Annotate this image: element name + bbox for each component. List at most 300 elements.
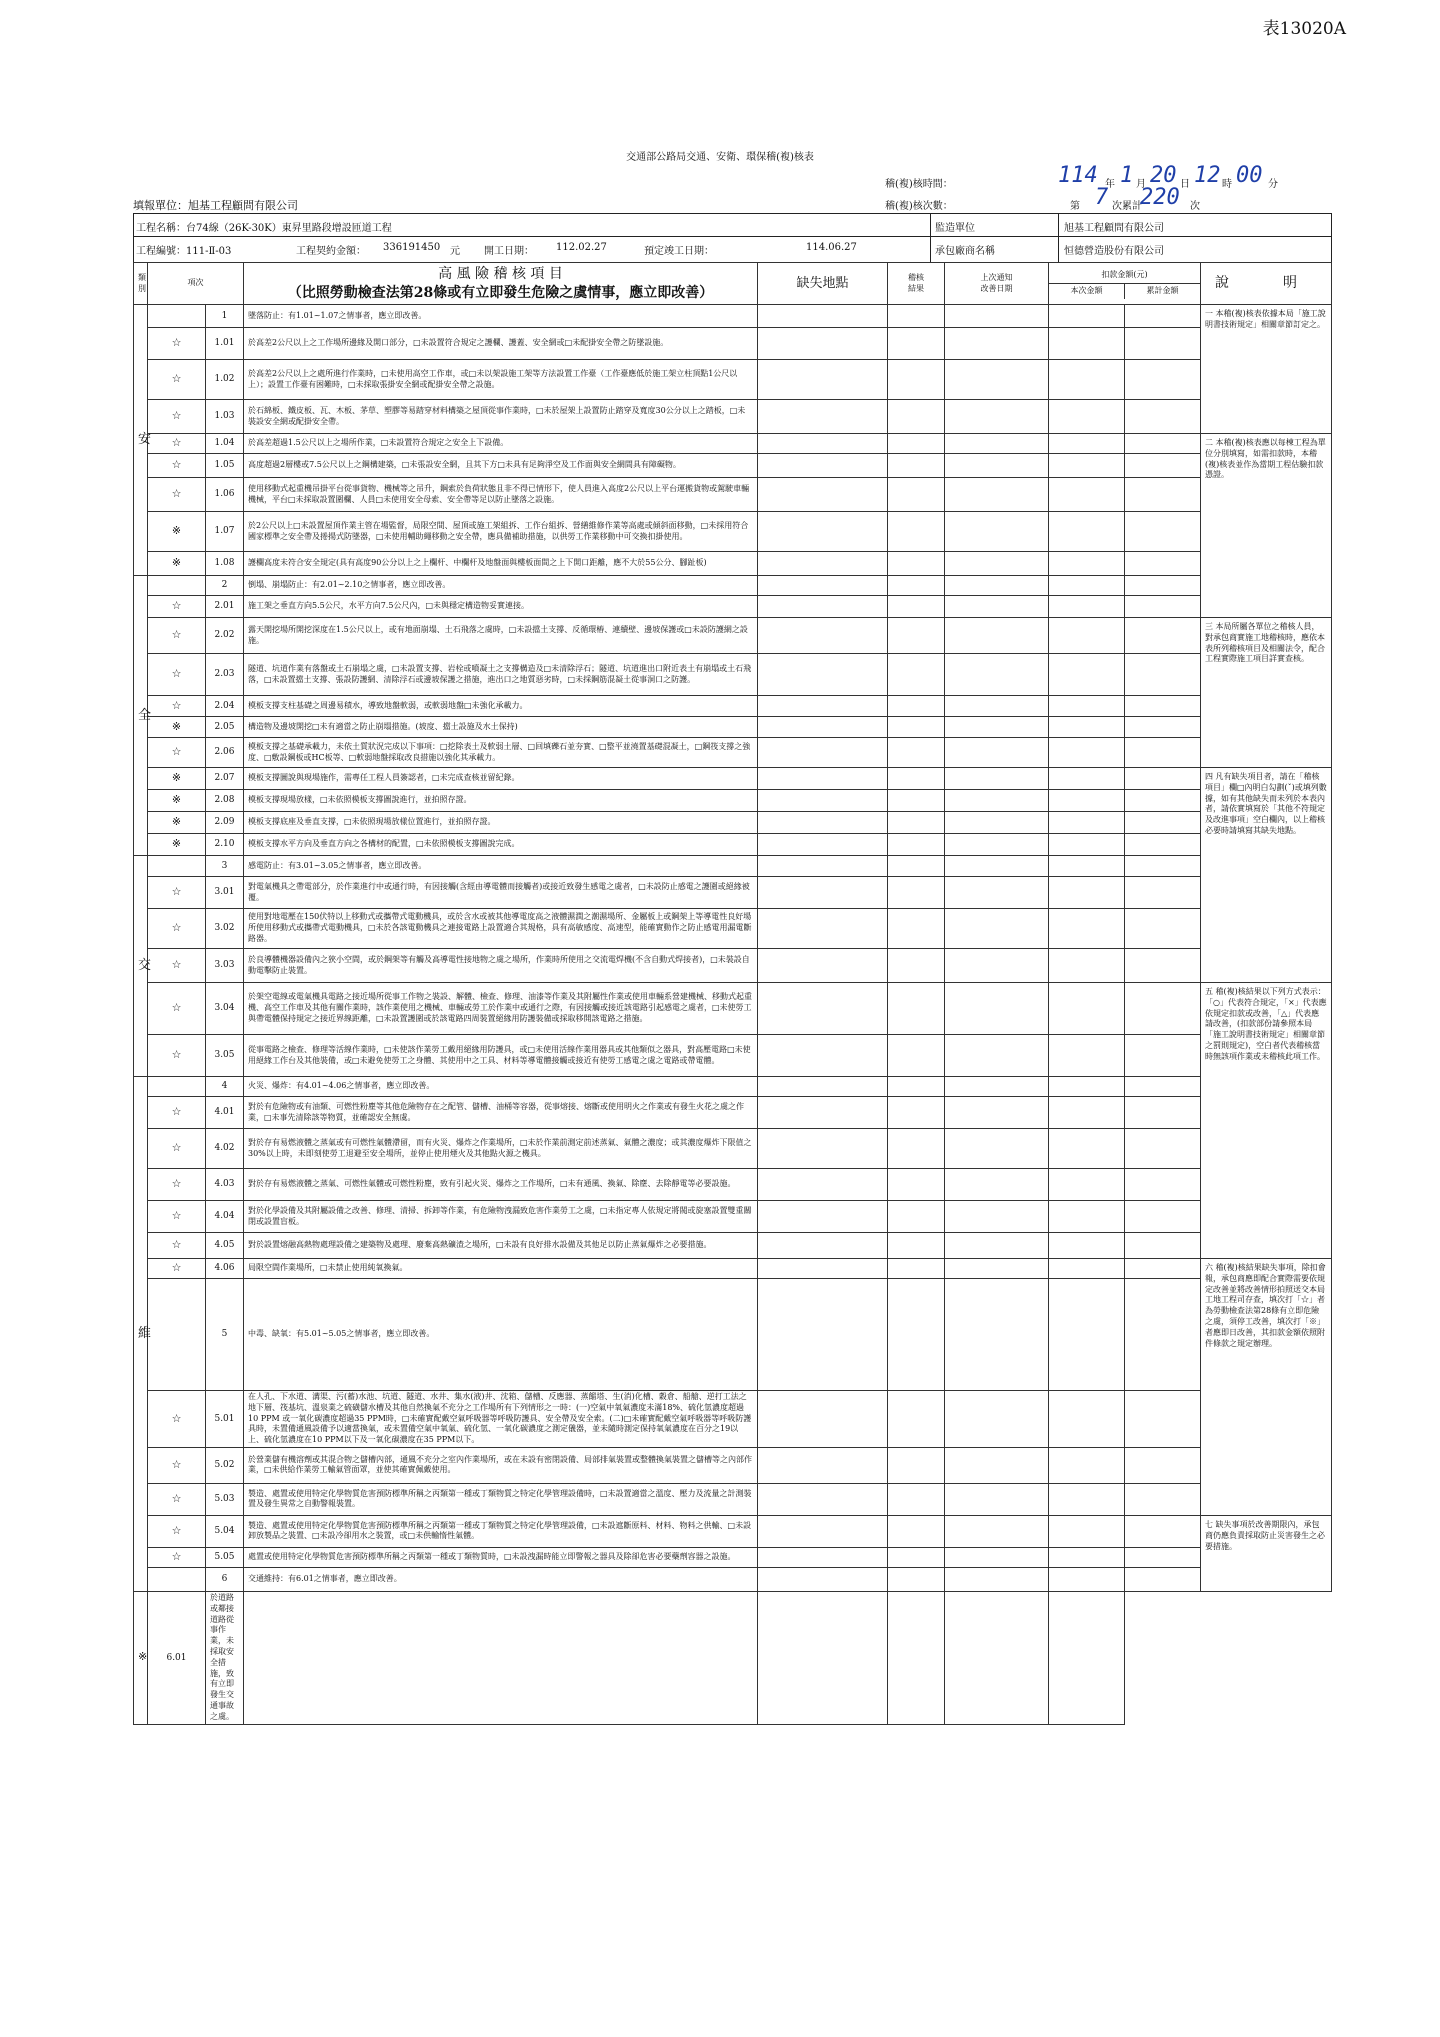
check-result-cell[interactable] (888, 1077, 945, 1097)
item-text: 施工架之垂直方向5.5公尺，水平方向7.5公尺內，□未與穩定構造物妥實連接。 (244, 596, 758, 618)
deduction-this-cell[interactable] (1049, 717, 1125, 738)
col-deduction (1049, 263, 1201, 305)
item-number: 4.05 (206, 1233, 244, 1259)
deduction-total-cell[interactable] (1125, 790, 1201, 812)
last-notice-cell[interactable] (945, 949, 1049, 983)
severity-mark (148, 1279, 206, 1391)
check-result-cell[interactable] (888, 454, 945, 478)
missing-location-cell[interactable] (758, 1567, 888, 1591)
missing-location-cell[interactable] (758, 512, 888, 552)
check-result-cell[interactable] (888, 596, 945, 618)
table-row (134, 1483, 1332, 1515)
missing-location-cell[interactable] (758, 812, 888, 834)
inspection-year: 114 (1058, 163, 1098, 188)
missing-location-cell[interactable] (758, 1233, 888, 1259)
severity-mark: ☆ (148, 1035, 206, 1077)
deduction-total-cell[interactable] (1125, 400, 1201, 434)
deduction-this-cell[interactable] (1049, 434, 1125, 454)
deduction-total-cell[interactable] (1125, 812, 1201, 834)
check-result-cell[interactable] (888, 1515, 945, 1547)
last-notice-cell[interactable] (945, 512, 1049, 552)
table-row (134, 1129, 1332, 1169)
last-notice-cell[interactable] (945, 1483, 1049, 1515)
deduction-total-cell[interactable] (1125, 717, 1201, 738)
severity-mark: ☆ (148, 1259, 206, 1279)
last-notice-cell[interactable] (945, 454, 1049, 478)
deduction-this-cell[interactable] (945, 1591, 1049, 1724)
item-text: 使用移動式起重機吊掛平台從事貨物、機械等之吊升，鋼索於負荷狀態且非不得已情形下，使人員進入高度2公尺以上平台運搬貨物或駕駛車輛機械，平台□未採取設置圍欄、人員□未使用安全母索、安全帶等足以防止墜落之設施。 (244, 478, 758, 512)
deduction-this-cell[interactable] (1049, 1129, 1125, 1169)
last-notice-cell[interactable] (945, 768, 1049, 790)
deduction-total-cell[interactable] (1125, 768, 1201, 790)
missing-location-cell[interactable] (758, 1515, 888, 1547)
item-text: 護欄高度未符合安全規定(具有高度90公分以上之上欄杆、中欄杆及地盤面與樓板面間之上下開口距離，應不大於55公分、腳趾板) (244, 552, 758, 576)
item-number: 1.08 (206, 552, 244, 576)
missing-location-cell[interactable] (758, 478, 888, 512)
check-result-cell[interactable] (888, 1201, 945, 1233)
severity-mark (148, 305, 206, 328)
deduction-total-cell[interactable] (1125, 596, 1201, 618)
check-result-cell[interactable] (888, 1483, 945, 1515)
check-result-cell[interactable] (888, 1279, 945, 1391)
check-result-cell[interactable] (888, 512, 945, 552)
col-check-result (888, 263, 945, 305)
missing-location-cell[interactable] (758, 1035, 888, 1077)
deduction-total-cell[interactable] (1125, 478, 1201, 512)
month-unit: 月 (1136, 179, 1146, 190)
deduction-this-cell[interactable] (1049, 909, 1125, 949)
deduction-total-cell[interactable] (1125, 360, 1201, 400)
deduction-total-cell[interactable] (1125, 1169, 1201, 1201)
deduction-this: 本次金額 (1049, 284, 1125, 299)
missing-location-cell[interactable] (758, 360, 888, 400)
missing-location-cell[interactable] (758, 983, 888, 1035)
last-notice-cell[interactable] (888, 1591, 945, 1724)
last-notice-cell[interactable] (945, 1233, 1049, 1259)
last-notice-cell[interactable] (945, 1129, 1049, 1169)
day-unit: 日 (1180, 179, 1190, 190)
supervisor-label: 監造單位 (935, 223, 975, 234)
missing-location-cell[interactable] (758, 454, 888, 478)
severity-mark: ☆ (148, 1483, 206, 1515)
last-notice-cell[interactable] (945, 877, 1049, 909)
remarks-cell (1201, 618, 1332, 768)
deduction-this-cell[interactable] (1049, 454, 1125, 478)
deduction-this-cell[interactable] (1049, 1483, 1125, 1515)
missing-location-cell[interactable] (758, 305, 888, 328)
deduction-total-cell[interactable] (1125, 552, 1201, 576)
deduction-this-cell[interactable] (1049, 1169, 1125, 1201)
missing-location-cell[interactable] (758, 1077, 888, 1097)
count-unit: 次 (1190, 201, 1200, 212)
check-result-cell[interactable] (888, 654, 945, 696)
last-notice-cell[interactable] (945, 1567, 1049, 1591)
last-notice-cell[interactable] (945, 717, 1049, 738)
severity-mark: ☆ (148, 1169, 206, 1201)
severity-mark (148, 1567, 206, 1591)
missing-location-cell[interactable] (758, 1391, 888, 1448)
item-text: 使用對地電壓在150伏特以上移動式或攜帶式電動機具，或於含水或被其他導電度高之液體濕潤之潮濕場所、金屬板上或鋼架上等導電性良好場所使用移動式或攜帶式電動機具，□未於各該電動機具之連接電路上設置適合其規格，具有高敏感度、高速型，能確實動作之防止感電用漏電斷路器。 (244, 909, 758, 949)
deduction-total-cell[interactable] (1125, 1129, 1201, 1169)
missing-location-cell[interactable] (758, 1201, 888, 1233)
check-result-cell[interactable] (888, 1547, 945, 1567)
severity-mark: ☆ (148, 983, 206, 1035)
deduction-total-cell[interactable] (1125, 1567, 1201, 1591)
deduction-total-cell[interactable] (1125, 1391, 1201, 1448)
deduction-total-cell[interactable] (1125, 454, 1201, 478)
table-row (134, 696, 1332, 717)
item-text: 交通維持：有6.01之情事者，應立即改善。 (244, 1567, 758, 1591)
deduction-this-cell[interactable] (1049, 696, 1125, 717)
missing-location-cell[interactable] (758, 434, 888, 454)
category-cell: 交 (134, 856, 148, 1077)
missing-location-cell[interactable] (758, 328, 888, 360)
deduction-total-cell[interactable] (1125, 576, 1201, 596)
deduction-this-cell[interactable] (1049, 1097, 1125, 1129)
deduction-total-cell[interactable] (1125, 1077, 1201, 1097)
item-number: 5.04 (206, 1515, 244, 1547)
last-notice-cell[interactable] (945, 1259, 1049, 1279)
check-result-cell[interactable] (888, 305, 945, 328)
inspection-hour: 12 (1194, 163, 1221, 188)
item-text: 感電防止：有3.01~3.05之情事者，應立即改善。 (244, 856, 758, 877)
check-result-cell[interactable] (888, 1129, 945, 1169)
last-notice-cell[interactable] (945, 654, 1049, 696)
remark-note: 一 本稽(複)核表依據本局「施工說明書技術規定」相關章節訂定之。 (1205, 309, 1326, 329)
deduction-total-cell[interactable] (1125, 305, 1201, 328)
deduction-total-cell[interactable] (1125, 1447, 1201, 1483)
check-result-cell[interactable] (888, 834, 945, 856)
missing-location-cell[interactable] (758, 717, 888, 738)
last-notice-cell[interactable] (945, 1547, 1049, 1567)
item-number: 4.03 (206, 1169, 244, 1201)
deduction-total-cell[interactable] (1125, 834, 1201, 856)
last-notice-cell[interactable] (945, 856, 1049, 877)
deduction-total-cell[interactable] (1125, 1233, 1201, 1259)
missing-location-cell[interactable] (758, 1547, 888, 1567)
missing-location-cell[interactable] (758, 654, 888, 696)
deduction-total-cell[interactable] (1125, 1279, 1201, 1391)
deduction-this-cell[interactable] (1049, 360, 1125, 400)
last-notice-cell[interactable] (945, 1097, 1049, 1129)
col-item: 項次 (148, 263, 244, 305)
table-row (134, 512, 1332, 552)
check-result-cell[interactable] (888, 1391, 945, 1448)
last-notice-cell[interactable] (945, 596, 1049, 618)
deduction-total-cell[interactable] (1125, 877, 1201, 909)
deduction-total-cell[interactable] (1125, 949, 1201, 983)
item-text: 於高差超過1.5公尺以上之場所作業，□未設置符合規定之安全上下設備。 (244, 434, 758, 454)
check-result-cell[interactable] (888, 717, 945, 738)
deduction-total-cell[interactable] (1125, 983, 1201, 1035)
last-notice-cell[interactable] (945, 618, 1049, 654)
deduction-total-cell[interactable] (1125, 856, 1201, 877)
remarks-cell (1201, 434, 1332, 618)
item-number: 1.01 (206, 328, 244, 360)
severity-mark: ☆ (148, 478, 206, 512)
table-row (134, 738, 1332, 768)
check-result-cell[interactable] (888, 360, 945, 400)
last-notice-cell[interactable] (945, 1391, 1049, 1448)
check-result-cell[interactable] (888, 400, 945, 434)
table-row (134, 1097, 1332, 1129)
item-number: 2.02 (206, 618, 244, 654)
deduction-this-cell[interactable] (1049, 949, 1125, 983)
table-row (134, 909, 1332, 949)
missing-location-cell[interactable] (758, 552, 888, 576)
severity-mark: ☆ (148, 1233, 206, 1259)
last-notice-cell[interactable] (945, 328, 1049, 360)
form-number: 表13020A (1262, 19, 1346, 39)
item-text: 於架空電線或電氣機具電路之接近場所從事工作物之裝設、解體、檢查、修理、油漆等作業及其附屬性作業或使用車輛系營建機械、移動式起重機、高空工作車及其他有關作業時，該作業使用之機械、車輛或勞工於作業中或通行之際，有因接觸或接近該電路引起感電之虞者，□未使勞工與帶電體保持規定之接近界線距離，□未設置護圍或於該電路四周裝置絕緣用防護裝備或採取移開該電路之措施。 (244, 983, 758, 1035)
last-notice-cell[interactable] (945, 1035, 1049, 1077)
table-row (134, 434, 1332, 454)
last-notice-cell[interactable] (945, 1279, 1049, 1391)
last-notice-cell[interactable] (945, 1515, 1049, 1547)
severity-mark: ※ (148, 834, 206, 856)
planned-completion-label: 預定竣工日期： (644, 246, 714, 257)
deduction-this-cell[interactable] (1049, 654, 1125, 696)
item-number: 1.03 (206, 400, 244, 434)
deduction-this-cell[interactable] (1049, 768, 1125, 790)
remarks-cell (1201, 768, 1332, 983)
item-number: 4 (206, 1077, 244, 1097)
last-notice-cell[interactable] (945, 983, 1049, 1035)
deduction-this-cell[interactable] (1049, 790, 1125, 812)
check-result-cell[interactable] (888, 983, 945, 1035)
missing-location-cell[interactable] (758, 1259, 888, 1279)
check-result-cell[interactable] (888, 909, 945, 949)
check-result-cell[interactable] (888, 552, 945, 576)
deduction-this-cell[interactable] (1049, 1035, 1125, 1077)
item-text: 處置或使用特定化學物質危害預防標準所稱之丙類第一種或丁類物質時，□未設洩漏時能立即警報之器具及除卻危害必要藥劑容器之設施。 (244, 1547, 758, 1567)
check-result-cell[interactable] (758, 1591, 888, 1724)
check-result-cell[interactable] (888, 1035, 945, 1077)
severity-mark: ☆ (148, 454, 206, 478)
remark-note: 五 稽(複)核結果以下列方式表示：「○」代表符合規定，「×」代表應依規定扣款或改善，「△」代表應請改善，(扣款部份請參照本局「施工說明書技術規定」相關章節之罰則規定)，空白者代表稽核當時無該項作業或未稽核此項工作。 (1205, 987, 1327, 1061)
contract-amount-unit: 元 (450, 246, 460, 257)
check-result-cell[interactable] (888, 1169, 945, 1201)
item-text: 從事電路之檢查、修理等活線作業時，□未使該作業勞工戴用絕緣用防護具，或□未使用活線作業用器具或其他類似之器具，對高壓電路□未使用絕緣工作台及其他裝備，或□未避免使勞工之身體、其使用中之工具、材料等導電體接觸或接近有使勞工感電之虞之電路或帶電體。 (244, 1035, 758, 1077)
deduction-this-cell[interactable] (1049, 1391, 1125, 1448)
missing-location-cell[interactable] (758, 1483, 888, 1515)
last-notice-cell[interactable] (945, 360, 1049, 400)
deduction-this-cell[interactable] (1049, 812, 1125, 834)
item-text: 模板支撐支柱基礎之周邊易積水，導致地盤軟弱，或軟弱地盤□未強化承載力。 (244, 696, 758, 717)
check-result-cell[interactable] (888, 856, 945, 877)
deduction-total-cell[interactable] (1125, 738, 1201, 768)
missing-location-cell[interactable] (758, 696, 888, 717)
item-text: 高度超過2層樓或7.5公尺以上之鋼構建築，□未張設安全網，且其下方□未具有足夠淨空及工作面與安全網間具有障礙物。 (244, 454, 758, 478)
last-notice-cell[interactable] (945, 696, 1049, 717)
check-result-cell[interactable] (888, 812, 945, 834)
item-number: 4.04 (206, 1201, 244, 1233)
deduction-this-cell[interactable] (1049, 1515, 1125, 1547)
deduction-this-cell[interactable] (1049, 1201, 1125, 1233)
last-notice-cell[interactable] (945, 1077, 1049, 1097)
missing-location-cell[interactable] (758, 576, 888, 596)
deduction-this-cell[interactable] (1049, 1233, 1125, 1259)
last-notice-cell[interactable] (945, 552, 1049, 576)
missing-location-cell[interactable] (758, 596, 888, 618)
severity-mark: ☆ (148, 696, 206, 717)
deduction-this-cell[interactable] (1049, 856, 1125, 877)
minute-unit: 分 (1268, 179, 1278, 190)
count-prefix: 第 (1070, 201, 1080, 212)
last-notice-cell[interactable] (945, 478, 1049, 512)
deduction-total-cell[interactable] (1125, 909, 1201, 949)
deduction-total-cell[interactable] (1125, 654, 1201, 696)
last-notice-cell[interactable] (945, 400, 1049, 434)
deduction-this-cell[interactable] (1049, 596, 1125, 618)
severity-mark: ☆ (148, 949, 206, 983)
missing-location-cell[interactable] (758, 768, 888, 790)
severity-mark: ☆ (148, 360, 206, 400)
check-result-cell[interactable] (888, 949, 945, 983)
deduction-total-cell[interactable] (1125, 696, 1201, 717)
item-number: 2.05 (206, 717, 244, 738)
last-notice-cell[interactable] (945, 1447, 1049, 1483)
severity-mark: ☆ (148, 328, 206, 360)
item-number: 2.03 (206, 654, 244, 696)
check-result-cell[interactable] (888, 576, 945, 596)
deduction-total-cell[interactable] (1049, 1591, 1125, 1724)
check-result-cell[interactable] (888, 696, 945, 717)
deduction-this-cell[interactable] (1049, 877, 1125, 909)
deduction-this-cell[interactable] (1049, 552, 1125, 576)
last-notice-cell[interactable] (945, 834, 1049, 856)
missing-location-cell[interactable] (758, 1279, 888, 1391)
last-notice-cell[interactable] (945, 305, 1049, 328)
deduction-this-cell[interactable] (1049, 1259, 1125, 1279)
missing-location-cell[interactable] (758, 877, 888, 909)
missing-location-cell[interactable] (758, 909, 888, 949)
deduction-total-cell[interactable] (1125, 1547, 1201, 1567)
missing-location-cell[interactable] (758, 1447, 888, 1483)
item-text: 構造物及邊坡開挖□未有適當之防止崩塌措施。(坡度、擋土設施及水土保持) (244, 717, 758, 738)
last-notice-cell[interactable] (945, 790, 1049, 812)
deduction-total-cell[interactable] (1125, 1201, 1201, 1233)
deduction-this-cell[interactable] (1049, 834, 1125, 856)
deduction-this-cell[interactable] (1049, 618, 1125, 654)
missing-location-cell[interactable] (758, 400, 888, 434)
deduction-this-cell[interactable] (1049, 983, 1125, 1035)
missing-location-cell[interactable] (758, 1169, 888, 1201)
item-text: 局限空間作業場所，□未禁止使用純氧換氣。 (244, 1259, 758, 1279)
check-result-cell[interactable] (888, 618, 945, 654)
deduction-total-cell[interactable] (1125, 512, 1201, 552)
missing-location-cell[interactable] (758, 1129, 888, 1169)
check-result-cell[interactable] (888, 1447, 945, 1483)
table-row (134, 1077, 1332, 1097)
deduction-this-cell[interactable] (1049, 1279, 1125, 1391)
inspection-table (133, 262, 1332, 1725)
missing-location-cell[interactable] (758, 618, 888, 654)
severity-mark: ※ (134, 1591, 148, 1724)
table-row (134, 856, 1332, 877)
item-number: 5.03 (206, 1483, 244, 1515)
deduction-total-cell[interactable] (1125, 1259, 1201, 1279)
missing-location-cell[interactable] (758, 949, 888, 983)
deduction-this-cell[interactable] (1049, 738, 1125, 768)
remarks-cell (1201, 1259, 1332, 1516)
deduction-this-cell[interactable] (1049, 512, 1125, 552)
deduction-total-cell[interactable] (1125, 328, 1201, 360)
deduction-this-cell[interactable] (1049, 478, 1125, 512)
deduction-total-cell[interactable] (1125, 434, 1201, 454)
table-row (134, 305, 1332, 328)
check-result-cell[interactable] (888, 738, 945, 768)
check-result-cell[interactable] (888, 877, 945, 909)
item-number: 2.08 (206, 790, 244, 812)
table-row (134, 454, 1332, 478)
last-notice-cell[interactable] (945, 434, 1049, 454)
deduction-this-cell[interactable] (1049, 400, 1125, 434)
last-notice-cell[interactable] (945, 812, 1049, 834)
deduction-total-cell[interactable] (1125, 1097, 1201, 1129)
deduction-this-cell[interactable] (1049, 576, 1125, 596)
missing-location-cell[interactable] (758, 1097, 888, 1129)
item-number: 1.07 (206, 512, 244, 552)
check-result-cell[interactable] (888, 1259, 945, 1279)
last-notice-cell[interactable] (945, 909, 1049, 949)
contract-amount-label: 工程契約金額： (296, 246, 366, 257)
table-row (134, 328, 1332, 360)
missing-location-cell[interactable] (244, 1591, 758, 1724)
severity-mark: ※ (148, 552, 206, 576)
deduction-this-cell[interactable] (1049, 305, 1125, 328)
missing-location-cell[interactable] (758, 834, 888, 856)
missing-location-cell[interactable] (758, 856, 888, 877)
check-result-cell[interactable] (888, 790, 945, 812)
check-result-cell[interactable] (888, 434, 945, 454)
item-number: 4.02 (206, 1129, 244, 1169)
severity-mark (148, 1077, 206, 1097)
table-row (134, 812, 1332, 834)
item-text: 在人孔、下水道、溝渠、污(蓄)水池、坑道、隧道、水井、集水(液)井、沈箱、儲槽、反應器、蒸餾塔、生(消)化槽、穀倉、船艙、逆打工法之地下層、筏基坑、溫泉業之硫磺儲水槽及其他自然換氣不充分之工作場所有下列情形之一時：(一)空氣中氧氣濃度未滿18%、硫化氫濃度超過10 PPM 或一氧化碳濃度超過35 PPM時，□未確實配戴空氣呼吸器等呼吸防護具、安全帶及安全索。(二)□未確實配戴空氣呼吸器等呼吸防護具時，未置備通風設備予以適當換氣，或未置備空氣中氧氣、硫化氫、一氧化碳濃度之測定儀器，並未隨時測定保持氧氣濃度在百分之19以上、硫化氫濃度在10 PPM以下及一氧化碳濃度在35 PPM以下。 (244, 1391, 758, 1448)
missing-location-cell[interactable] (758, 790, 888, 812)
severity-mark: ☆ (148, 1515, 206, 1547)
check-result-cell[interactable] (888, 768, 945, 790)
check-result-cell[interactable] (888, 478, 945, 512)
last-notice-cell[interactable] (945, 576, 1049, 596)
check-result-cell[interactable] (888, 1233, 945, 1259)
last-notice-cell[interactable] (945, 738, 1049, 768)
item-number: 1.05 (206, 454, 244, 478)
item-text: 對於化學設備及其附屬設備之改善、修理、清掃、拆卸等作業，有危險物洩漏致危害作業勞工之虞，□未指定專人依規定將閥或旋塞設置雙重關閉或設置盲板。 (244, 1201, 758, 1233)
deduction-this-cell[interactable] (1049, 328, 1125, 360)
item-text: 對於設置熔融高熱物處理設備之建築物及處理、廢棄高熱礦渣之場所，□未設有良好排水設備及其他足以防止蒸氣爆炸之必要措施。 (244, 1233, 758, 1259)
item-text: 隧道、坑道作業有落盤或土石崩塌之虞，□未設置支撐、岩栓或噴凝土之支撐構造及□未清除浮石；隧道、坑道進出口附近表土有崩塌或土石飛落，□未設置擋土支撐、張設防護網、清除浮石或邊坡保護之措施，進出口之地質惡劣時，□未採鋼筋混凝土從事洞口之防護。 (244, 654, 758, 696)
missing-location-cell[interactable] (758, 738, 888, 768)
check-result-cell[interactable] (888, 1097, 945, 1129)
check-result-cell[interactable] (888, 1567, 945, 1591)
severity-mark: ※ (148, 790, 206, 812)
category-cell: 安 (134, 305, 148, 576)
last-notice-cell[interactable] (945, 1169, 1049, 1201)
deduction-total-cell[interactable] (1125, 1515, 1201, 1547)
table-row (134, 1279, 1332, 1391)
last-notice-cell[interactable] (945, 1201, 1049, 1233)
check-result-cell[interactable] (888, 328, 945, 360)
deduction-total-cell[interactable] (1125, 1035, 1201, 1077)
deduction-this-cell[interactable] (1049, 1447, 1125, 1483)
deduction-total-cell[interactable] (1125, 618, 1201, 654)
deduction-this-cell[interactable] (1049, 1547, 1125, 1567)
deduction-total-cell[interactable] (1125, 1483, 1201, 1515)
deduction-this-cell[interactable] (1049, 1567, 1125, 1591)
deduction-this-cell[interactable] (1049, 1077, 1125, 1097)
